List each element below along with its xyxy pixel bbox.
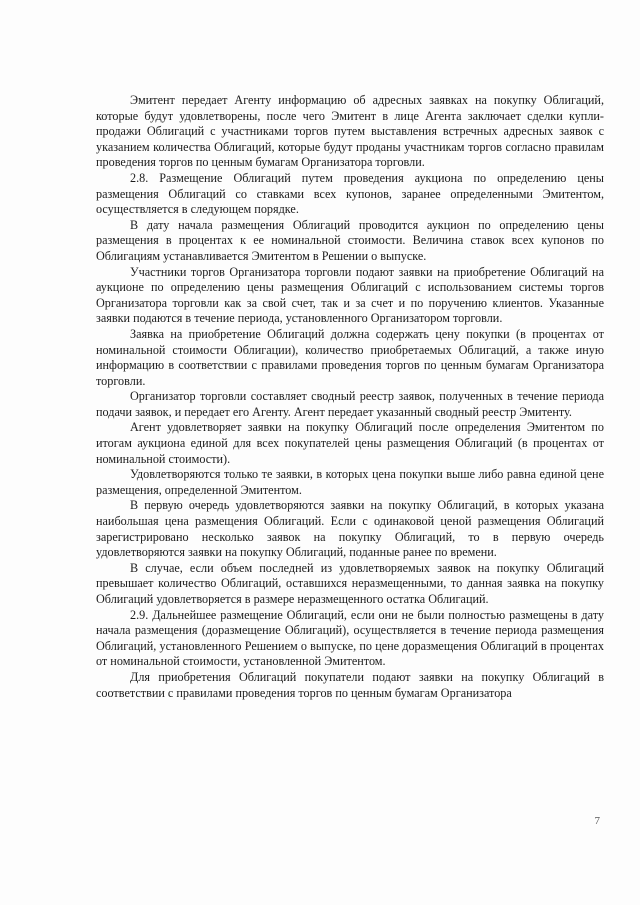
page-number: 7 bbox=[594, 815, 600, 827]
paragraph-4: Участники торгов Организатора торговли подают заявки на приобретение Облигаций на аукционе по определению цены размещения Облигаций с использованием системы торгов Организатора торговли как за свой счет, так и за счет и по поручению клиентов. Указанные заявки подаются в течение периода, установленного Организатором торговли. bbox=[96, 264, 604, 326]
paragraph-1: Эмитент передает Агенту информацию об адресных заявках на покупку Облигаций, которые будут удовлетворены, после чего Эмитент в лице Агента заключает сделки купли-продажи Облигаций с участниками торгов путем выставления встречных адресных заявок с указанием количества Облигаций, которые будут проданы участникам торгов согласно правилам проведения торгов по ценным бумагам Организатора торговли. bbox=[96, 93, 604, 170]
paragraph-9: В первую очередь удовлетворяются заявки на покупку Облигаций, в которых указана наибольшая цена размещения Облигаций. Если с одинаковой ценой размещения Облигаций зарегистрировано несколько заявок на покупку Облигаций, то в первую очередь удовлетворяются заявки на покупку Облигаций, поданные ранее по времени. bbox=[96, 498, 604, 560]
paragraph-3: В дату начала размещения Облигаций проводится аукцион по определению цены размещения в процентах к ее номинальной стоимости. Величина ставок всех купонов по Облигациям устанавливается Эмитентом в Решении о выпуске. bbox=[96, 217, 604, 263]
paragraph-12: Для приобретения Облигаций покупатели подают заявки на покупку Облигаций в соответствии с правилами проведения торгов по ценным бумагам Организатора bbox=[96, 669, 604, 700]
paragraph-5: Заявка на приобретение Облигаций должна содержать цену покупки (в процентах от номинальной стоимости Облигации), количество приобретаемых Облигаций, а также иную информацию в соответствии с правилами проведения торгов по ценным бумагам Организатора торговли. bbox=[96, 326, 604, 388]
paragraph-2-9-heading: 2.9. Дальнейшее размещение Облигаций, если они не были полностью размещены в дату начала размещения (доразмещение Облигаций), осуществляется в течение периода размещения Облигаций, установленного Решением о выпуске, по цене доразмещения Облигаций в процентах от номинальной стоимости, установленной Эмитентом. bbox=[96, 607, 604, 669]
paragraph-7: Агент удовлетворяет заявки на покупку Облигаций после определения Эмитентом по итогам аукциона единой для всех покупателей цены размещения Облигаций (в процентах от номинальной стоимости). bbox=[96, 420, 604, 466]
paragraph-10: В случае, если объем последней из удовлетворяемых заявок на покупку Облигаций превышает количество Облигаций, оставшихся неразмещенными, то данная заявка на покупку Облигаций удовлетворяется в размере неразмещенного остатка Облигаций. bbox=[96, 560, 604, 606]
paragraph-2-8-heading: 2.8. Размещение Облигаций путем проведения аукциона по определению цены размещения Облигаций со ставками всех купонов, заранее определенными Эмитентом, осуществляется в следующем порядке. bbox=[96, 170, 604, 217]
paragraph-6: Организатор торговли составляет сводный реестр заявок, полученных в течение периода подачи заявок, и передает его Агенту. Агент передает указанный сводный реестр Эмитенту. bbox=[96, 389, 604, 419]
document-body bbox=[96, 93, 604, 701]
paragraph-8: Удовлетворяются только те заявки, в которых цена покупки выше либо равна единой цене размещения, определенной Эмитентом. bbox=[96, 467, 604, 497]
